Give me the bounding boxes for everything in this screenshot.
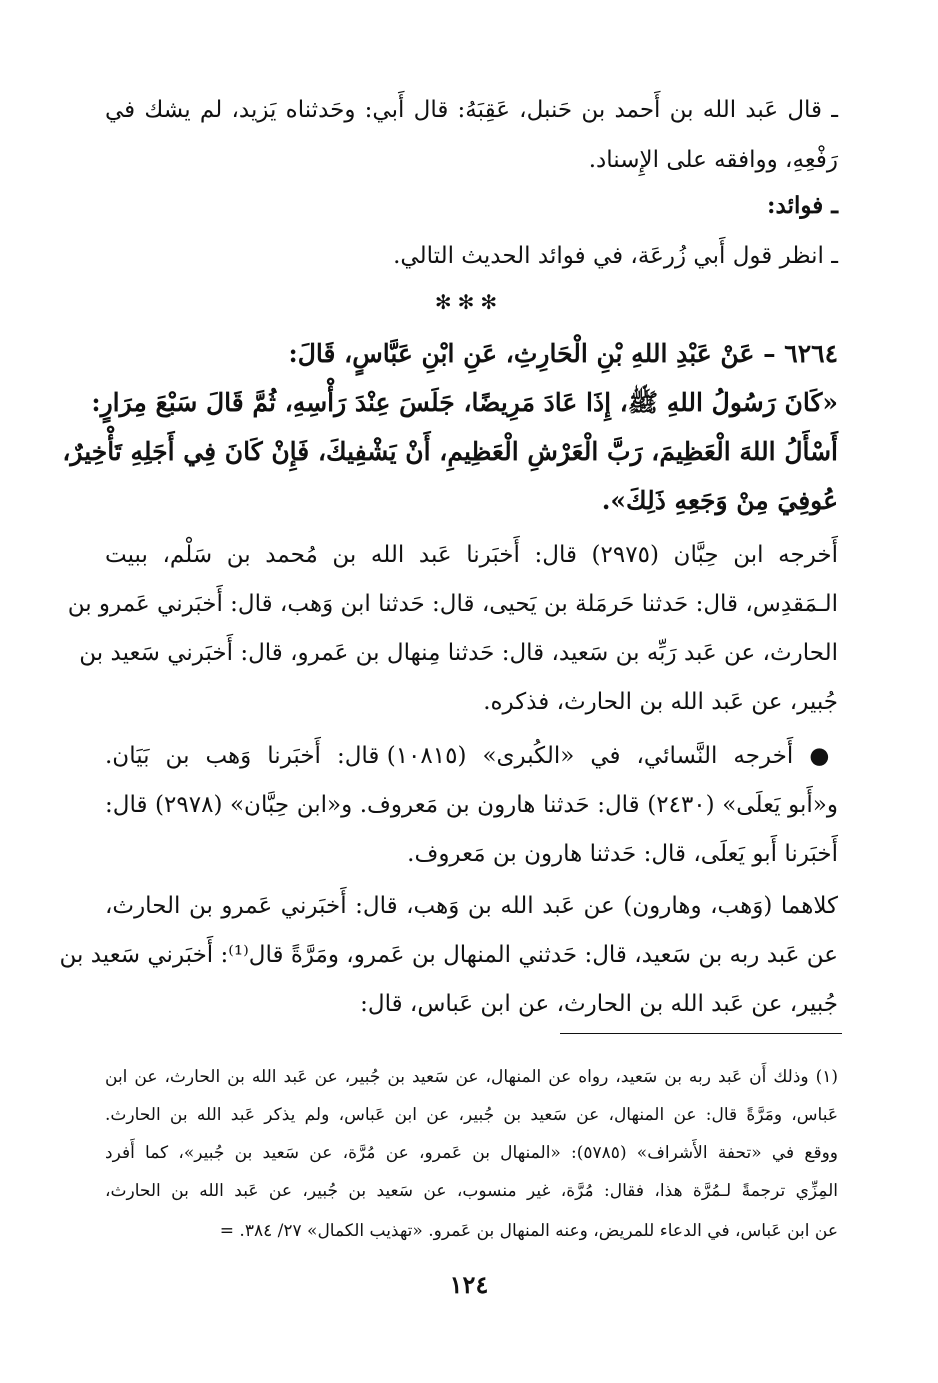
text-line: رَفْعِهِ، ووافقه على الإِسناد. bbox=[588, 147, 838, 173]
text-line: عن عَبد ربه بن سَعيد، قال: حَدثني المنهال بن عَمرو، ومَرَّةً قال⁽¹⁾: أَخبَرني سَعيد بن bbox=[59, 942, 838, 968]
text-line: كلاهما (وَهب، وهارون) عن عَبد الله بن وَهب، قال: أَخبَرني عَمرو بن الحارث، bbox=[105, 893, 838, 919]
hadith-line: ٦٢٦٤ – عَنْ عَبْدِ اللهِ بْنِ الْحَارِثِ، عَنِ ابْنِ عَبَّاسٍ، قَالَ: bbox=[288, 339, 838, 368]
text-line: أَخرجه ابن حِبَّان (٢٩٧٥) قال: أَخبَرنا عَبد الله بن مُحمد بن سَلْم، ببيت bbox=[105, 542, 838, 568]
hadith-line: أَسْأَلُ اللهَ الْعَظِيمَ، رَبَّ الْعَرْشِ الْعَظِيمِ، أَنْ يَشْفِيكَ، فَإِنْ كَانَ فِي أَجَلِهِ تَأْخِيرٌ، bbox=[62, 437, 838, 466]
footnote-line: ووقع في «تحفة الأَشراف» (٥٧٨٥): «المنهال بن عَمرو، عن مُرَّة، عن سَعيد بن جُبير»، كما أَفرد bbox=[105, 1143, 838, 1163]
text-line: أَخبَرنا أَبو يَعلَى، قال: حَدثنا هارون بن مَعروف. bbox=[407, 841, 838, 867]
text-line: ● أَخرجه النَّسائي، في «الكُبرى» (١٠٨١٥) قال: أَخبَرنا وَهب بن بَيَان. bbox=[105, 743, 838, 769]
footnote-line: عَباس، ومَرَّةً قال: عن المنهال، عن سَعيد بن جُبير، عن ابن عَباس، ولم يذكر عَبد الله بن الحارث. bbox=[105, 1105, 838, 1125]
footnote-separator bbox=[560, 1033, 842, 1034]
footnote-line: المِزِّي ترجمةً لـمُرَّة هذا، فقال: مُرَّة، غير منسوب، عن سَعيد بن جُبير، عن عَبد الله بن الحارث، bbox=[105, 1181, 838, 1201]
text-line: ـ انظر قول أَبي زُرعَة، في فوائد الحديث التالي. bbox=[393, 243, 838, 269]
text-line: ـ قال عَبد الله بن أَحمد بن حَنبل، عَقِبَهُ: قال أَبي: وحَدثناه يَزيد، لم يشك في bbox=[105, 97, 838, 123]
text-line: و«أَبو يَعلَى» (٢٤٣٠) قال: حَدثنا هارون بن مَعروف. و«ابن حِبَّان» (٢٩٧٨) قال: bbox=[105, 792, 838, 818]
separator-stars: ✻✻✻ bbox=[434, 290, 504, 314]
hadith-line: عُوفِيَ مِنْ وَجَعِهِ ذَلِكَ». bbox=[601, 486, 838, 515]
page-number: ١٢٤ bbox=[449, 1270, 489, 1299]
section-heading: ـ فوائد: bbox=[767, 192, 838, 219]
text-line: جُبير، عن عَبد الله بن الحارث، عن ابن عَباس، قال: bbox=[360, 991, 838, 1017]
hadith-line: «كَانَ رَسُولُ اللهِ ﷺ، إِذَا عَادَ مَرِيضًا، جَلَسَ عِنْدَ رَأْسِهِ، ثُمَّ قَالَ سَبْعَ مِرَارٍ: bbox=[91, 388, 838, 417]
footnote-line: (١) وذلك أَن عَبد ربه بن سَعيد، رواه عن المنهال، عن سَعيد بن جُبير، عن عَبد الله بن الحارث، عن ابن bbox=[105, 1067, 838, 1087]
text-line: الحارث، عن عَبد رَبِّه بن سَعيد، قال: حَدثنا مِنهال بن عَمرو، قال: أَخبَرني سَعيد بن bbox=[79, 640, 838, 666]
footnote-line: عن ابن عَباس، في الدعاء للمريض، وعنه المنهال بن عَمرو. «تهذيب الكمال» ٢٧/ ٣٨٤. = bbox=[219, 1221, 838, 1241]
text-line: الـمَقدِس، قال: حَدثنا حَرمَلة بن يَحيى، قال: حَدثنا ابن وَهب، قال: أَخبَرني عَمرو بن bbox=[67, 591, 838, 617]
text-line: جُبير، عن عَبد الله بن الحارث، فذكره. bbox=[483, 689, 838, 715]
